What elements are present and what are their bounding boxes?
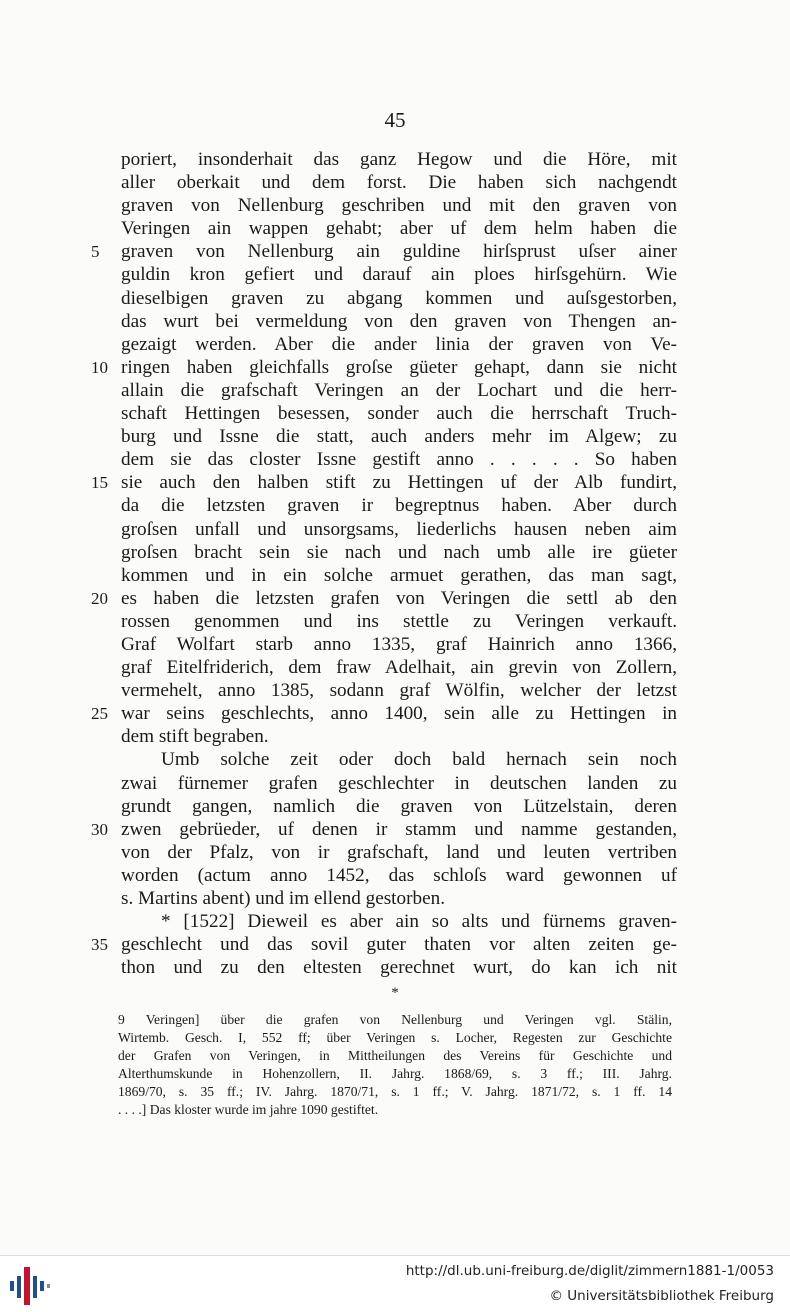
text-line (121, 795, 677, 818)
text-line (121, 171, 677, 194)
text-line (121, 887, 677, 910)
text-line (121, 772, 677, 795)
line-text: graven von Nellenburg geschriben und mit den graven von (121, 195, 677, 217)
footnote-line: Wirtemb. Gesch. I, 552 ff; über Veringen s. Locher, Regesten zur Geschichte (118, 1030, 672, 1045)
line-text: kommen und in ein solche armuet gerathen, das man sagt, (121, 564, 677, 586)
line-text: das wurt bei vermeldung von den graven von Thengen an- (121, 310, 677, 332)
text-line (91, 240, 677, 263)
page-number: 45 (384, 108, 406, 132)
footnote-line: 9 Veringen] über die grafen von Nellenburg und Veringen vgl. Stälin, (118, 1012, 672, 1027)
line-text: groſsen unfall und unsorgsams, liederlichs hausen neben aim (121, 518, 677, 540)
line-text: vermehelt, anno 1385, sodann graf Wölfin, welcher der letzst (121, 680, 677, 702)
line-text: dem sie das closter Issne gestift anno . . . . . So haben (121, 449, 677, 471)
footnote-line: 1869/70, s. 35 ff.; IV. Jahrg. 1870/71, s. 1 ff.; V. Jahrg. 1871/72, s. 1 ff. 14 (118, 1084, 672, 1099)
text-line (121, 656, 677, 679)
text-line (121, 679, 677, 702)
text-line (121, 310, 677, 333)
text-line (121, 333, 677, 356)
line-number: 30 (91, 819, 108, 839)
line-text: Veringen ain wappen gehabt; aber uf dem helm haben die (121, 218, 677, 240)
text-line (121, 564, 677, 587)
text-line (121, 748, 677, 771)
line-text: aller oberkait und dem forst. Die haben sich nachgendt (121, 172, 677, 194)
line-text: es haben die letzsten grafen von Veringen die settl ab den (121, 587, 677, 609)
line-text: Graf Wolfart starb anno 1335, graf Hainrich anno 1366, (121, 633, 677, 655)
footnote-line: . . . .] Das kloster wurde im jahre 1090 gestiftet. (118, 1102, 379, 1117)
text-line (91, 471, 677, 494)
line-number: 15 (91, 473, 108, 493)
footnote-separator: * (391, 985, 399, 1001)
line-number: 10 (91, 357, 108, 377)
line-text: s. Martins abent) und im ellend gestorben. (121, 888, 445, 909)
footnotes (118, 1011, 672, 1119)
text-line (91, 587, 677, 610)
line-text: allain die grafschaft Veringen an der Lochart und die herr- (121, 379, 677, 401)
text-line (121, 287, 677, 310)
text-line (121, 841, 677, 864)
line-text: rossen genommen und ins stettle zu Veringen verkauft. (121, 610, 677, 632)
text-line (121, 194, 677, 217)
text-line (91, 356, 677, 379)
line-text: graf Eitelfriderich, dem fraw Adelhait, ain grevin von Zollern, (121, 657, 677, 679)
line-text: * [1522] Dieweil es aber ain so alts und fürnems graven- (161, 911, 677, 933)
line-text: gezaigt werden. Aber die ander linia der graven von Ve- (121, 333, 677, 355)
line-text: thon und zu den eltesten gerechnet wurt, do kan ich nit (121, 957, 677, 979)
line-text: worden (actum anno 1452, das schloſs ward gewonnen uf (121, 864, 677, 886)
footnote-line: Alterthumskunde in Hohenzollern, II. Jahrg. 1868/69, s. 3 ff.; III. Jahrg. (118, 1066, 672, 1081)
text-line (121, 956, 677, 979)
text-line (121, 541, 677, 564)
line-text: graven von Nellenburg ain guldine hirſsprust uſser ainer (121, 241, 677, 263)
text-line (121, 610, 677, 633)
page-url-link[interactable]: http://dl.ub.uni-freiburg.de/diglit/zimmern1881-1/0053 (405, 1263, 774, 1279)
text-line (121, 379, 677, 402)
text-line (121, 633, 677, 656)
line-text: sie auch den halben stift zu Hettingen uf der Alb fundirt, (121, 472, 677, 494)
text-line (121, 148, 677, 171)
line-text: dieselbigen graven zu abgang kommen und auſsgestorben, (121, 287, 677, 309)
line-text: burg und Issne die statt, auch anders mehr im Algew; zu (121, 426, 677, 448)
line-number: 5 (91, 242, 100, 262)
line-text: groſsen bracht sein sie nach und nach umb alle ire güeter (121, 541, 677, 563)
text-line (121, 425, 677, 448)
line-text: ringen haben gleichfalls groſse güeter gehapt, dann sie nicht (121, 356, 677, 378)
text-line (121, 910, 677, 933)
line-text: poriert, insonderhait das ganz Hegow und die Höre, mit (121, 149, 677, 170)
text-line (121, 402, 677, 425)
line-number: 25 (91, 704, 108, 724)
line-number: 35 (91, 935, 108, 955)
line-text: Umb solche zeit oder doch bald hernach sein noch (161, 749, 677, 771)
line-text: war seins geschlechts, anno 1400, sein alle zu Hettingen in (121, 703, 677, 725)
line-text: geschlecht und das sovil guter thaten vor alten zeiten ge- (121, 934, 677, 956)
line-number: 20 (91, 588, 108, 608)
line-text: da die letzsten graven ir begreptnus haben. Aber durch (121, 495, 677, 517)
line-text: grundt gangen, namlich die graven von Lützelstain, deren (121, 795, 677, 817)
text-line (91, 702, 677, 725)
text-line (121, 518, 677, 541)
line-text: zwen gebrüeder, uf denen ir stamm und namme gestanden, (121, 818, 677, 840)
viewer-footer (0, 1255, 790, 1312)
line-text: dem stift begraben. (121, 726, 269, 748)
line-text: zwai fürnemer grafen geschlechter in deutschen landen zu (121, 772, 677, 794)
text-line (121, 494, 677, 517)
text-line (121, 725, 677, 748)
text-line (91, 933, 677, 956)
line-text: guldin kron gefiert und darauf ain ploes hirſsgehürn. Wie (121, 264, 677, 286)
line-text: schaft Hettingen besessen, sonder auch die herrschaft Truch- (121, 403, 677, 425)
ub-freiburg-logo-icon (8, 1264, 52, 1306)
body-text (91, 148, 677, 979)
copyright-notice: © Universitätsbibliothek Freiburg (549, 1288, 774, 1304)
text-line (91, 818, 677, 841)
text-line (121, 263, 677, 286)
text-line (121, 864, 677, 887)
line-text: von der Pfalz, von ir grafschaft, land und leuten vertriben (121, 841, 677, 863)
footnote-line: der Grafen von Veringen, in Mittheilungen des Vereins für Geschichte und (118, 1048, 672, 1063)
text-line (121, 448, 677, 471)
text-line (121, 217, 677, 240)
